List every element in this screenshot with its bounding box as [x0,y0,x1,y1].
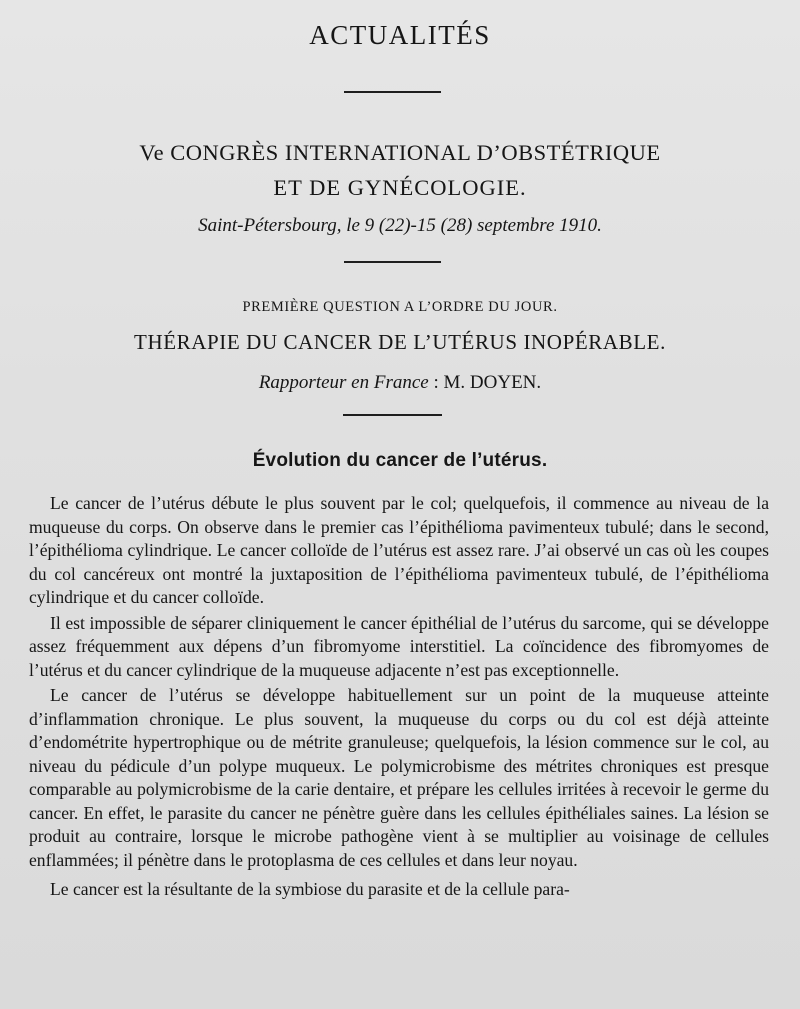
paragraph: Il est impossible de séparer cliniquement le cancer épithélial de l’utérus du sarcome, qui se développe assez fréquemment aux dépens d’un fibromyome interstitiel. La coïncidence des fibromyomes de l’utérus et du cancer cylindrique de la muqueuse adjacente n’est pas exceptionnelle. [29,612,769,680]
rapporteur-role: Rapporteur en France [258,372,429,393]
agenda-topic: THÉRAPIE DU CANCER DE L’UTÉRUS INOPÉRABLE. [134,330,666,354]
congress-title-line-2: ET DE GYNÉCOLOGIE. [273,175,527,200]
running-head: ACTUALITÉS [309,20,491,50]
paragraph: Le cancer de l’utérus débute le plus souvent par le col; quelquefois, il commence au niveau de la muqueuse du corps. On observe dans le premier cas l’épithélioma pavimenteux tubulé; dans le second, l’épithélioma cylindrique. Le cancer colloïde de l’utérus est assez rare. J’ai observé un cas où les coupes du col cancéreux ont montré la juxtaposition de l’épithélioma pavimenteux tubulé, de l’épithélioma cylindrique et du cancer colloïde. [29,493,769,607]
agenda-question: PREMIÈRE QUESTION A L’ORDRE DU JOUR. [242,299,558,315]
rapporteur-name: M. DOYEN. [443,372,542,393]
rapporteur-line [0,372,800,394]
divider-rule [344,91,441,93]
body-text [29,492,769,904]
divider-rule [343,414,442,416]
divider-rule [344,261,441,263]
section-title: Évolution du cancer de l’utérus. [252,450,548,471]
paragraph: Le cancer est la résultante de la symbiose du parasite et de la cellule para- [50,879,570,899]
congress-place-date: Saint-Pétersbourg, le 9 (22)-15 (28) septembre 1910. [198,215,602,236]
rapporteur-separator: : [428,372,444,393]
paragraph: Le cancer de l’utérus se développe habituellement sur un point de la muqueuse atteinte d’inflammation chronique. Le plus souvent, la muqueuse du corps ou du col est déjà atteinte d’endométrite hypertrophique ou de métrite granuleuse; quelquefois, la lésion commence sur le col, au niveau du pédicule d’un polype muqueux. Le polymicrobisme des métrites chroniques est presque comparable au polymicrobisme de la carie dentaire, et prépare les cellules irritées à recevoir le germe du cancer. En effet, le parasite du cancer ne pénètre guère dans les cellules épithéliales saines. La lésion se produit au contraire, lorsque le microbe pathogène vient à se multiplier au voisinage de cellules enflammées; il pénètre dans le protoplasma de ces cellules et dans leur noyau. [29,685,769,870]
congress-title-line-1: Ve CONGRÈS INTERNATIONAL D’OBSTÉTRIQUE [139,140,661,165]
